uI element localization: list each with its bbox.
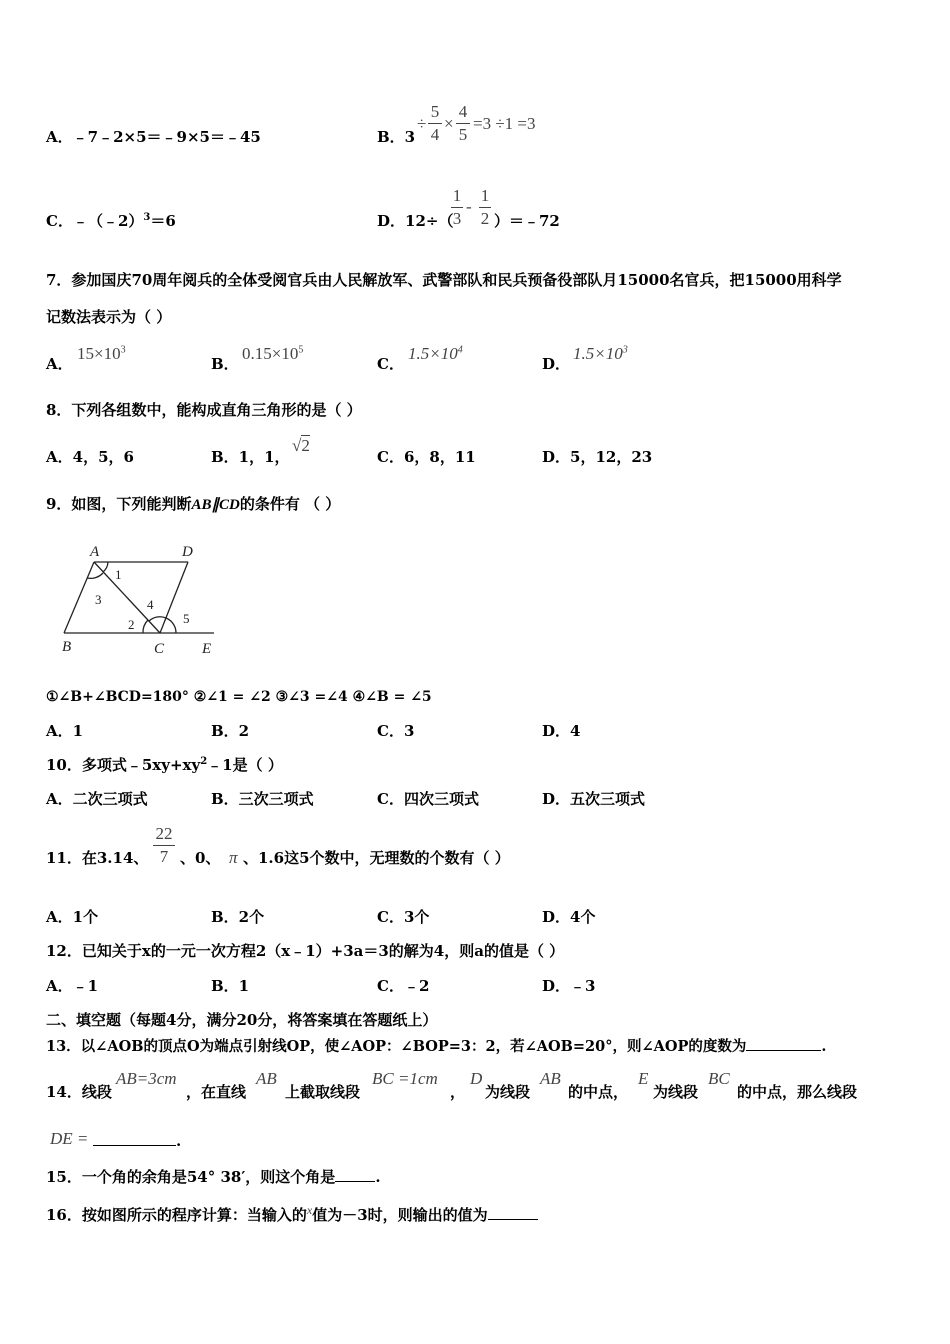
- q9-label-e: E: [202, 641, 212, 657]
- q14-math-e: E: [638, 1069, 649, 1088]
- q14-math-ab-2: AB: [540, 1069, 561, 1088]
- q6-option-c: C．﹣（﹣2）$^3$＝6: [46, 212, 176, 230]
- q6-d-frac1: 1 3: [452, 186, 462, 228]
- q9-label-d: D: [182, 544, 193, 560]
- q14-math-ab-1: AB: [256, 1069, 277, 1088]
- q6-b-div: ÷: [417, 114, 427, 133]
- q10-option-b: B．三次三项式: [211, 790, 314, 808]
- q9-angle-3: 3: [95, 592, 102, 607]
- q14-math-d: D: [470, 1069, 483, 1088]
- q14-text-7: 为线段: [653, 1083, 699, 1101]
- q7-option-c-label: C．: [377, 355, 404, 373]
- q12-option-d: D．﹣3: [542, 977, 596, 995]
- q7-stem-line2: 记数法表示为（ ）: [46, 308, 172, 326]
- q7-stem-line1: 7．参加国庆70周年阅兵的全体受阅官兵由人民解放军、武警部队和民兵预备役部队月15000名官兵，把15000用科学: [46, 271, 842, 289]
- q6-option-b-label: B．3: [377, 128, 416, 146]
- q8-stem: 8．下列各组数中，能构成直角三角形的是（ ）: [46, 401, 362, 419]
- q11-stem-post: 、1.6这5个数中，无理数的个数有（ ）: [243, 849, 510, 867]
- q6-d-result: ）＝﹣72: [494, 212, 560, 230]
- q12-option-b: B．1: [211, 977, 250, 995]
- q14-text-3: 上截取线段: [285, 1083, 361, 1101]
- q13-stem: 13．以∠AOB的顶点O为端点引射线OP，使∠AOP：∠BOP=3：2，若∠AOB=20°，则∠AOP的度数为 .: [46, 1038, 827, 1055]
- q8-option-a: A．4，5，6: [46, 448, 134, 466]
- q11-stem-mid: 、0、: [180, 849, 221, 867]
- q11-option-a: A．1个: [46, 908, 99, 926]
- q14-math-de: DE =: [50, 1129, 89, 1148]
- q8-option-d: D．5，12，23: [542, 448, 653, 466]
- q14-text-1: 14．线段: [46, 1083, 112, 1101]
- q9-label-b: B: [62, 639, 72, 655]
- q10-option-a: A．二次三项式: [46, 790, 148, 808]
- q7-option-c-math: $1.5\times 10^4$: [408, 344, 463, 363]
- section-2-title: 二、填空题（每题4分，满分20分，将答案填在答题纸上）: [46, 1011, 438, 1029]
- q8-b-sqrt: √2: [292, 436, 310, 455]
- q9-arc-2: [143, 620, 148, 633]
- q7-option-a-math: $15\times 10^3$: [77, 344, 126, 363]
- q6-b-result: =3 ÷1 =3: [473, 114, 536, 133]
- q9-segment-ab: [64, 562, 94, 633]
- q11-pi: π: [229, 848, 238, 867]
- q9-angle-5: 5: [183, 611, 190, 626]
- q6-d-frac2: 1 2: [480, 186, 490, 228]
- q9-angle-1: 1: [115, 567, 122, 582]
- q14-answer-blank[interactable]: [93, 1131, 176, 1146]
- q14-text-5: 为线段: [485, 1083, 531, 1101]
- q6-option-a: A．﹣7﹣2×5＝﹣9×5＝﹣45: [46, 128, 261, 146]
- q8-option-c: C．6，8，11: [377, 448, 476, 466]
- q13-answer-blank[interactable]: [746, 1036, 821, 1051]
- q14-text-8: 的中点，那么线段: [737, 1083, 858, 1101]
- q16-stem: 16．按如图所示的程序计算：当输入的$^x$值为－3时，则输出的值为: [46, 1201, 538, 1224]
- q9-option-c: C．3: [377, 722, 415, 740]
- q9-angle-2: 2: [128, 617, 135, 632]
- q14-text-4: ，: [450, 1083, 466, 1101]
- q11-option-b: B．2个: [211, 908, 265, 926]
- q6-b-frac1: 5 4: [428, 102, 442, 145]
- q15-answer-blank[interactable]: [335, 1167, 375, 1182]
- q7-option-d-label: D．: [542, 355, 571, 373]
- q10-stem: 10．多项式$﹣5xy+xy^2﹣1$是（ ）: [46, 756, 283, 774]
- q11-option-d: D．4个: [542, 908, 596, 926]
- q7-option-b-math: $0.15\times 10^5$: [242, 344, 304, 363]
- q7-option-b-label: B．: [211, 355, 239, 373]
- q10-option-c: C．四次三项式: [377, 790, 479, 808]
- q12-option-a: A．﹣1: [46, 977, 99, 995]
- q11-fraction: 22 7: [153, 824, 175, 867]
- q9-arc-4: [149, 617, 166, 621]
- q12-stem: 12．已知关于x的一元一次方程2（x﹣1）+3a＝3的解为4，则a的值是（ ）: [46, 942, 565, 960]
- q15-stem: 15．一个角的余角是54° 38′，则这个角是 .: [46, 1168, 381, 1186]
- q9-arc-5: [166, 618, 176, 633]
- q7-option-d-math: $1.5\times 10^3$: [573, 344, 628, 363]
- q9-option-b: B．2: [211, 722, 250, 740]
- q9-conditions: ①∠B+∠BCD=180° ②∠1 = ∠2 ③∠3 =∠4 ④∠B = ∠5: [46, 689, 432, 705]
- q10-option-d: D．五次三项式: [542, 790, 646, 808]
- q9-figure: [56, 540, 226, 660]
- q11-option-c: C．3个: [377, 908, 430, 926]
- q8-option-b: B．1，1，: [211, 448, 290, 466]
- q9-stem: 9．如图，下列能判断AB∥CD的条件有 （ ）: [46, 495, 341, 513]
- q14-text-2: ，在直线: [186, 1083, 247, 1101]
- q14-text-6: 的中点，: [568, 1083, 629, 1101]
- q9-option-d: D．4: [542, 722, 581, 740]
- q12-option-c: C．﹣2: [377, 977, 430, 995]
- q6-d-minus: -: [466, 197, 472, 216]
- q14-math-bc-length: BC =1cm: [372, 1069, 438, 1088]
- q9-label-a: A: [90, 544, 100, 560]
- q11-stem-pre: 11．在3.14、: [46, 849, 149, 867]
- q6-option-d-label: D．12÷（: [377, 212, 454, 230]
- q9-angle-4: 4: [147, 597, 154, 612]
- q9-arc-1: [103, 562, 108, 572]
- q14-answer-line: .: [93, 1131, 181, 1150]
- q9-label-c: C: [154, 641, 165, 657]
- q14-math-ab-length: AB=3cm: [116, 1069, 177, 1088]
- q6-b-frac2: 4 5: [456, 102, 470, 145]
- q14-math-bc: BC: [708, 1069, 730, 1088]
- q6-b-times: ×: [444, 114, 454, 133]
- q7-option-a-label: A．: [46, 355, 73, 373]
- q16-answer-blank[interactable]: [488, 1205, 538, 1220]
- q9-option-a: A．1: [46, 722, 84, 740]
